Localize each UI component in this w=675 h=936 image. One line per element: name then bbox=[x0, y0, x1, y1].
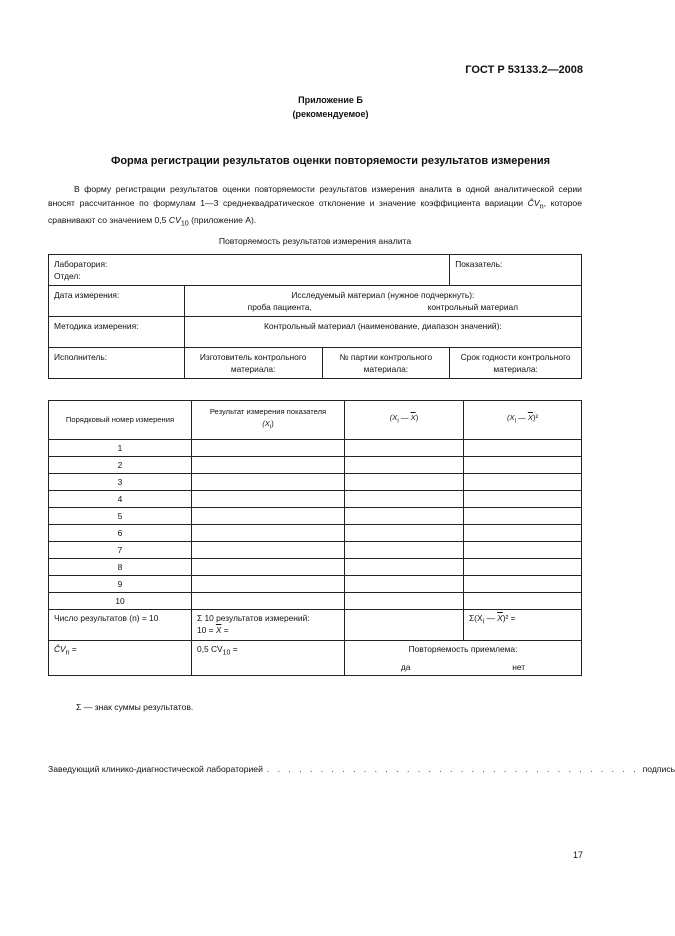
row-number: 1 bbox=[49, 440, 192, 457]
row-blank-cell bbox=[464, 457, 582, 474]
intro-text-3: (приложение А). bbox=[188, 214, 257, 225]
table-row bbox=[49, 474, 582, 491]
cv10-subscript: 10 bbox=[180, 219, 189, 228]
signature-line bbox=[48, 764, 675, 774]
cv-cell: $ĈV_n$ = bbox=[49, 641, 192, 676]
lab-cell bbox=[49, 255, 450, 286]
row-number: 7 bbox=[49, 542, 192, 559]
row-blank-cell bbox=[192, 525, 345, 542]
table-row bbox=[49, 440, 582, 457]
expiry-cell: Срок годности контрольного материала: bbox=[450, 348, 582, 379]
row-number: 3 bbox=[49, 474, 192, 491]
row-blank-cell bbox=[464, 559, 582, 576]
count-cell: Число результатов (n) = 10 bbox=[49, 610, 192, 641]
intro-paragraph bbox=[48, 183, 582, 231]
row-blank-cell bbox=[464, 508, 582, 525]
acceptable-no: нет bbox=[512, 662, 526, 672]
row-blank-cell bbox=[345, 491, 464, 508]
sum-blank-cell bbox=[345, 610, 464, 641]
table-row bbox=[49, 542, 582, 559]
row-number: 9 bbox=[49, 576, 192, 593]
table-row bbox=[49, 559, 582, 576]
indicator-cell: Показатель: bbox=[450, 255, 582, 286]
signature-label: Заведующий клинико-диагностической лабораторией bbox=[48, 764, 263, 774]
cv10-symbol: CV bbox=[168, 214, 181, 225]
row-blank-cell bbox=[192, 491, 345, 508]
row-blank-cell bbox=[192, 542, 345, 559]
row-blank-cell bbox=[345, 525, 464, 542]
row-number: 4 bbox=[49, 491, 192, 508]
page-number: 17 bbox=[572, 850, 583, 860]
header-squared-deviation: ($X_i$ — $\overline{X})^2$ bbox=[464, 401, 582, 440]
header-order: Порядковый номер измерения bbox=[49, 401, 192, 440]
control-material-option: контрольный материал bbox=[427, 302, 519, 312]
table-row bbox=[49, 457, 582, 474]
row-blank-cell bbox=[464, 593, 582, 610]
row-blank-cell bbox=[192, 593, 345, 610]
material-cell bbox=[184, 286, 581, 317]
table-row bbox=[49, 593, 582, 610]
lab-label: Лаборатория: bbox=[54, 259, 108, 269]
row-blank-cell bbox=[464, 525, 582, 542]
row-blank-cell bbox=[192, 474, 345, 491]
row-blank-cell bbox=[192, 457, 345, 474]
row-number: 10 bbox=[49, 593, 192, 610]
intro-text-2: , которое сравнивают со значением 0,5 bbox=[48, 197, 582, 225]
control-material-cell: Контрольный материал (наименование, диапазон значений): bbox=[184, 317, 581, 348]
cv-symbol: ĈV bbox=[527, 197, 540, 208]
sum-sq-cell: $\Sigma(X_i$ — $\overline{X})^2$ = bbox=[464, 610, 582, 641]
table-rows bbox=[49, 440, 582, 610]
table-row bbox=[49, 576, 582, 593]
row-blank-cell bbox=[345, 440, 464, 457]
row-blank-cell bbox=[345, 542, 464, 559]
row-blank-cell bbox=[464, 542, 582, 559]
acceptable-cell bbox=[345, 641, 582, 676]
row-number: 5 bbox=[49, 508, 192, 525]
method-cell: Методика измерения: bbox=[49, 317, 185, 348]
row-blank-cell bbox=[192, 576, 345, 593]
dept-label: Отдел: bbox=[54, 271, 81, 281]
signature-text: подпись bbox=[642, 764, 675, 774]
footnote: Σ — знак суммы результатов. bbox=[76, 702, 194, 712]
header-result: Результат измерения показателя $(X_i)$ bbox=[192, 401, 345, 440]
row-blank-cell bbox=[192, 508, 345, 525]
table-row bbox=[49, 525, 582, 542]
intro-text-1: В форму регистрации результатов оценки повторяемости результатов измерения аналита в одной аналитической серии вносят рассчитанное по формулам 1—3 среднеквадратическое отклонение и значение коэффициента вариации bbox=[48, 184, 582, 208]
executor-cell: Исполнитель: bbox=[49, 348, 185, 379]
table1-caption: Повторяемость результатов измерения аналита bbox=[218, 236, 412, 246]
appendix-note: (рекомендуемое) bbox=[292, 109, 369, 119]
row-blank-cell bbox=[192, 559, 345, 576]
measurement-results-table bbox=[48, 400, 582, 676]
row-number: 8 bbox=[49, 559, 192, 576]
row-number: 2 bbox=[49, 457, 192, 474]
row-blank-cell bbox=[345, 508, 464, 525]
patient-sample: проба пациента, bbox=[247, 302, 312, 312]
appendix-title: Приложение Б bbox=[298, 95, 363, 105]
standard-number: ГОСТ Р 53133.2—2008 bbox=[465, 64, 583, 76]
date-cell: Дата измерения: bbox=[49, 286, 185, 317]
cv10-cell: 0,5 $CV_{10}$ = bbox=[192, 641, 345, 676]
row-blank-cell bbox=[464, 491, 582, 508]
lot-number-cell: № партии контрольного материала: bbox=[322, 348, 450, 379]
row-blank-cell bbox=[345, 559, 464, 576]
row-blank-cell bbox=[345, 593, 464, 610]
row-blank-cell bbox=[345, 474, 464, 491]
row-blank-cell bbox=[345, 457, 464, 474]
sum-cell: Σ 10 результатов измерений: $10 = \overline{X}$ = bbox=[192, 610, 345, 641]
header-deviation: ($X_i$ — $\overline{X}$) bbox=[345, 401, 464, 440]
row-blank-cell bbox=[464, 474, 582, 491]
table-row bbox=[49, 508, 582, 525]
table-row bbox=[49, 491, 582, 508]
acceptable-label: Повторяемость приемлема: bbox=[408, 644, 518, 654]
row-blank-cell bbox=[464, 440, 582, 457]
cv-subscript: n bbox=[539, 202, 544, 211]
signature-dots: . . . . . . . . . . . . . . . . . . . . . . . . . . . . . . . . . . . bbox=[266, 764, 639, 774]
row-blank-cell bbox=[464, 576, 582, 593]
row-blank-cell bbox=[345, 576, 464, 593]
row-blank-cell bbox=[192, 440, 345, 457]
manufacturer-cell: Изготовитель контрольного материала: bbox=[184, 348, 322, 379]
appendix-heading bbox=[0, 93, 661, 121]
registration-header-table bbox=[48, 254, 582, 379]
form-title: Форма регистрации результатов оценки повторяемости результатов измерения bbox=[110, 155, 551, 167]
material-label: Исследуемый материал (нужное подчеркнуть): bbox=[291, 290, 475, 300]
acceptable-yes: да bbox=[400, 662, 411, 672]
row-number: 6 bbox=[49, 525, 192, 542]
